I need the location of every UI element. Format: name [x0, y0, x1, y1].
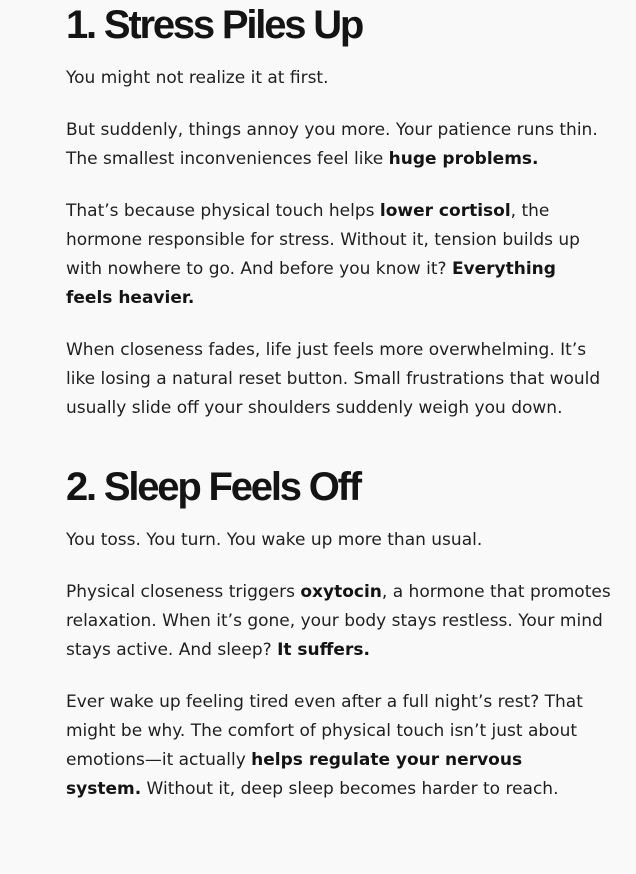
- paragraph: When closeness fades, life just feels more overwhelming. It’s like losing a natural reset button. Small frustrations that would usually slide off your shoulders suddenly weigh you down.: [66, 340, 601, 418]
- emphasis: Everything feels heavier.: [66, 259, 556, 308]
- section-heading-sleep: 2. Sleep Feels Off: [66, 465, 360, 509]
- emphasis: helps regulate your nervous system.: [66, 750, 523, 799]
- paragraph: Physical closeness triggers oxytocin, a hormone that promotes relaxation. When it’s gone, your body stays restless. Your mind stays active. And sleep? It suffers.: [66, 582, 611, 660]
- section-heading-stress: 1. Stress Piles Up: [66, 3, 363, 47]
- emphasis: lower cortisol: [379, 201, 511, 221]
- emphasis: huge problems.: [388, 149, 539, 169]
- emphasis: It suffers.: [277, 640, 370, 660]
- paragraph: That’s because physical touch helps lower cortisol, the hormone responsible for stress. Without it, tension builds up with nowhere to go. And before you know it? Everything feels heavier.: [66, 201, 580, 308]
- paragraph: But suddenly, things annoy you more. Your patience runs thin. The smallest inconveniences feel like huge problems.: [66, 120, 598, 169]
- article-body: [66, 0, 614, 804]
- paragraph: Ever wake up feeling tired even after a full night’s rest? That might be why. The comfort of physical touch isn’t just about emotions—it actually helps regulate your nervous system. Without it, deep sleep becomes harder to reach.: [66, 692, 583, 799]
- paragraph: You toss. You turn. You wake up more than usual.: [66, 530, 483, 550]
- paragraph: You might not realize it at first.: [66, 68, 329, 88]
- emphasis: oxytocin: [300, 582, 382, 602]
